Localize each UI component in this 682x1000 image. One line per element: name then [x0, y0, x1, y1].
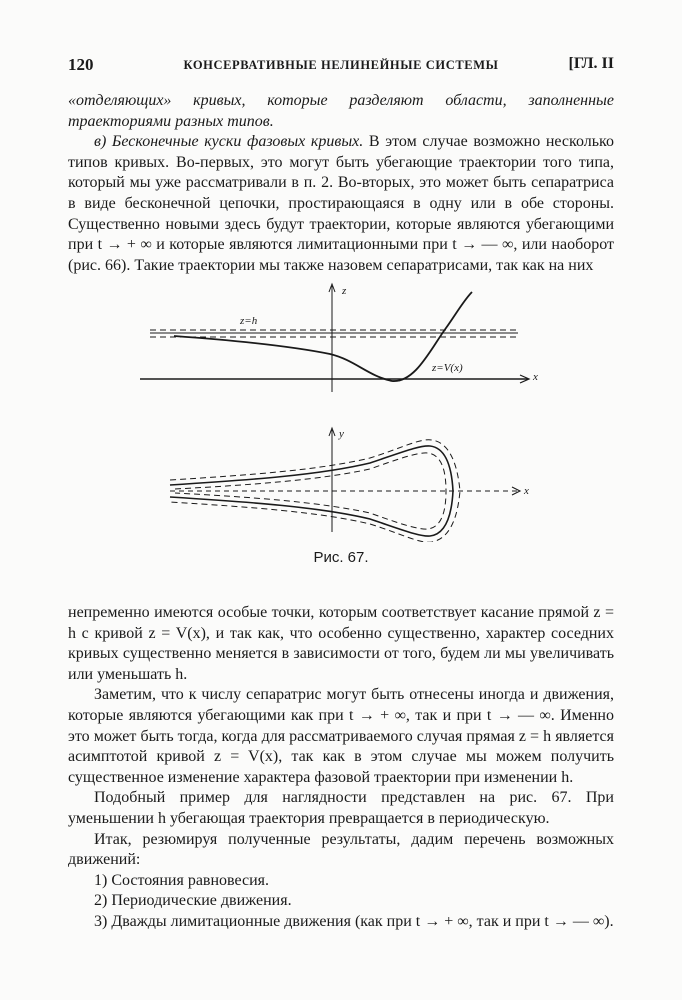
page-header — [68, 55, 614, 77]
separatrix-trajectory — [170, 446, 453, 536]
paragraph-infinite-curves — [68, 132, 614, 276]
bottom-text-block — [68, 603, 614, 933]
list-item: 2) Периодические движения. — [94, 892, 292, 910]
x-axis-label-bottom: x — [524, 485, 529, 497]
potential-plot — [140, 284, 529, 392]
figure-caption: Рис. 67. — [313, 549, 369, 566]
figure-67 — [130, 280, 540, 542]
paragraph-example: Подобный пример для наглядности представлен на рис. 67. При уменьшении h убегающая траектория превращается в периодическую. — [68, 789, 614, 827]
chapter-marker: [ГЛ. II — [568, 55, 614, 72]
paragraph-singular-points: непременно имеются особые точки, которым соответствует касание прямой z = h с кривой z = V(x), и так как, что особенно существенно, характер соседних кривых существенно меняется в зависимости от того, будем ли мы увеличивать или уменьшать h. — [68, 604, 614, 683]
top-text-block — [68, 91, 614, 276]
paragraph-escaping-motions: Заметим, что к числу сепаратрис могут быть отнесены иногда и движения, которые являются убегающими как при t → + ∞, так и при t → — ∞. Именно это может быть тогда, когда для рассматриваемого случая прямая z = h является асимптотой кривой z = V(x), так как в этом случае мы можем получить существенное изменение характера фазовой траектории при изменении h. — [68, 686, 614, 786]
phase-plot — [170, 428, 520, 542]
subsection-label: в) Бесконечные куски фазовых кривых. — [94, 133, 364, 151]
level-label: z=h — [240, 315, 258, 327]
page-number: 120 — [68, 55, 94, 74]
curve-label: z=V(x) — [432, 362, 463, 374]
y-axis-label: y — [339, 428, 344, 440]
list-item: 3) Дважды лимитационные движения (как при t → + ∞, так и при t → — ∞). — [94, 912, 614, 930]
paragraph-continuation: «отделяющих» кривых, которые разделяют области, заполненные траекториями разных типов. — [68, 92, 614, 130]
x-axis-label-top: x — [533, 371, 538, 383]
paragraph-body: В этом случае возможно несколько типов кривых. Во-первых, это могут быть убегающие траектории того типа, который мы уже рассматривали в п. 2. Во-вторых, это может быть сепаратриса в виде бесконечной цепочки, простирающаяся в одну или в обе стороны. Существенно новыми здесь будут траектории, которые являются убегающими при t → + ∞ и которые являются лимитационными при t → — ∞, или наоборот (рис. 66). Такие траектории мы также назовем сепаратрисами, так как на них — [68, 133, 615, 274]
paragraph-summary: Итак, резюмируя полученные результаты, дадим перечень возможных движений: — [68, 830, 614, 869]
list-item: 1) Состояния равновесия. — [94, 871, 270, 889]
z-axis-label: z — [342, 285, 347, 297]
running-title: КОНСЕРВАТИВНЫЕ НЕЛИНЕЙНЫЕ СИСТЕМЫ — [183, 58, 499, 72]
